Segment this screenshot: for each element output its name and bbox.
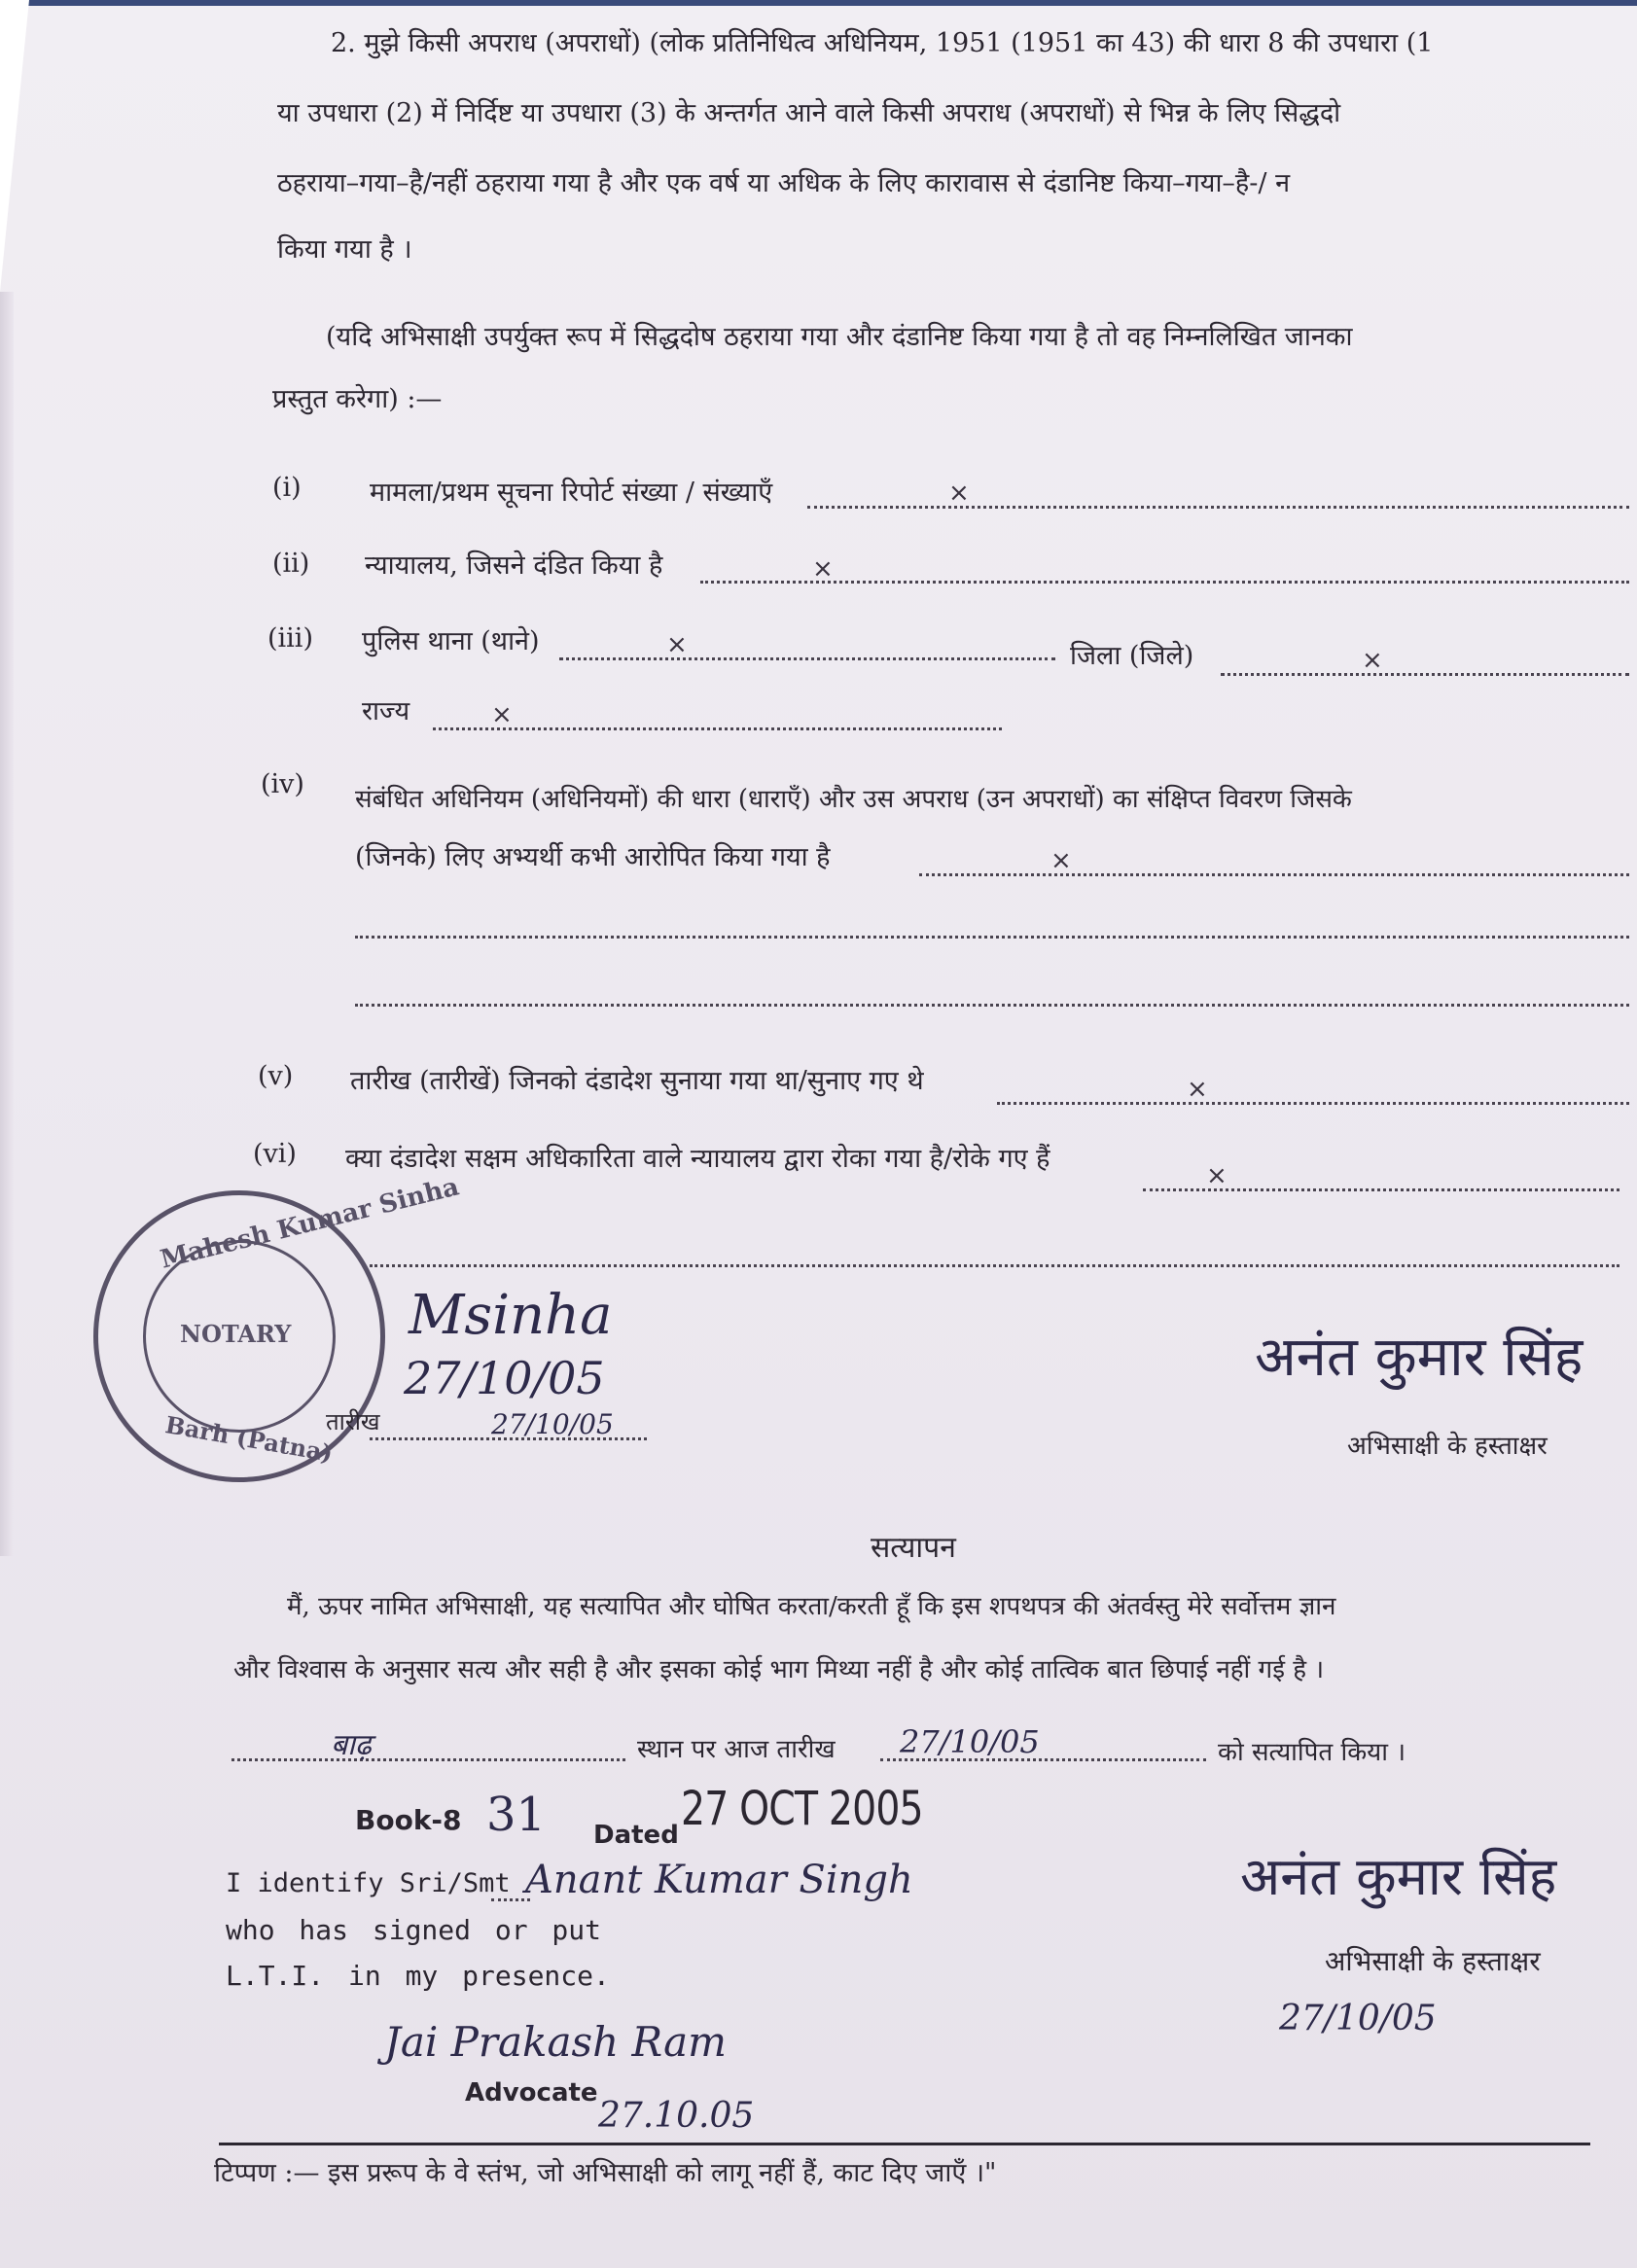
- verification-date-value: 27/10/05: [900, 1723, 1040, 1760]
- notary-date-label: तारीख: [326, 1408, 380, 1435]
- item-iii-state-line: [433, 727, 1002, 730]
- note-line2: प्रस्तुत करेगा) :—: [272, 384, 443, 414]
- notary-signature-date: 27/10/05: [404, 1352, 605, 1404]
- item-iv-line1: संबंधित अधिनियम (अधिनियमों) की धारा (धाराएँ) और उस अपराध (उन अपराधों) का संक्षिप्त विवरण जिसके: [355, 785, 1352, 814]
- item-iv-fill-line-3: [355, 1004, 1629, 1007]
- item-vi-label: क्या दंडादेश सक्षम अधिकारिता वाले न्यायालय द्वारा रोका गया है/रोके गए हैं: [345, 1144, 1050, 1174]
- item-iii-police-cross: ×: [666, 630, 688, 659]
- item-vi-cross: ×: [1206, 1161, 1228, 1190]
- verification-title: सत्यापन: [871, 1531, 956, 1565]
- item-iv-fill-line-1: [919, 873, 1629, 876]
- advocate-signature: Jai Prakash Ram: [384, 2018, 727, 2066]
- item-ii-fill-line: [700, 581, 1629, 584]
- item-iii-state-label: राज्य: [362, 696, 410, 726]
- item-vi-fill-line-2: [370, 1264, 1619, 1267]
- deponent-signature-2-date: 27/10/05: [1279, 1999, 1437, 2038]
- identify-name-line: [491, 1898, 530, 1901]
- deponent-signature-2: अनंत कुमार सिंह: [1240, 1846, 1557, 1907]
- notary-signature: Msinha: [409, 1284, 613, 1347]
- footnote-rule: [219, 2143, 1590, 2145]
- item-iii-number: (iii): [267, 623, 313, 654]
- verification-place-value: बाढ़: [331, 1728, 372, 1762]
- item-v-fill-line: [997, 1102, 1629, 1105]
- paper-left-edge: [0, 292, 14, 1556]
- verification-place-line: [231, 1758, 625, 1761]
- item-ii-number: (ii): [272, 549, 310, 579]
- para2-line3: ठहराया–गया–है/नहीं ठहराया गया है और एक वर्ष या अधिक के लिए कारावास से दंडानिष्ट किया–गया–है-/ न: [277, 168, 1291, 198]
- deponent-signature-1: अनंत कुमार सिंह: [1255, 1326, 1584, 1389]
- book-number: 31: [486, 1788, 547, 1842]
- item-i-fill-line: [807, 506, 1629, 509]
- folded-corner: [0, 0, 29, 292]
- item-v-cross: ×: [1187, 1075, 1208, 1104]
- para2-line4: किया गया है ।: [277, 234, 412, 265]
- book-label: Book-8: [355, 1804, 462, 1836]
- identify-line2: who has signed or put: [226, 1914, 602, 1946]
- deponent-signature-2-label: अभिसाक्षी के हस्ताक्षर: [1325, 1945, 1541, 1977]
- notary-stamp-name: Mahesh Kumar Sinha: [158, 1172, 462, 1275]
- item-iii-district-label: जिला (जिले): [1070, 641, 1194, 671]
- para2-line1: 2. मुझे किसी अपराध (अपराधों) (लोक प्रतिनिधित्व अधिनियम, 1951 (1951 का 43) की धारा 8 की उपधारा (1: [331, 28, 1434, 58]
- identify-label: I identify Sri/Smt: [226, 1868, 511, 1898]
- item-i-cross: ×: [948, 478, 970, 508]
- item-iv-line2: (जिनके) लिए अभ्यर्थी कभी आरोपित किया गया है: [355, 842, 831, 872]
- notary-stamp-center: NOTARY: [180, 1320, 292, 1348]
- item-iii-district-cross: ×: [1362, 646, 1383, 675]
- advocate-label: Advocate: [465, 2078, 598, 2108]
- dated-label: Dated: [593, 1821, 679, 1850]
- item-iii-police-line: [559, 657, 1055, 660]
- para2-line2: या उपधारा (2) में निर्दिष्ट या उपधारा (3) के अन्तर्गत आने वाले किसी अपराध (अपराधों) से भिन्न के लिए सिद्धदो: [277, 98, 1341, 128]
- verification-line1: मैं, ऊपर नामित अभिसाक्षी, यह सत्यापित और घोषित करता/करती हूँ कि इस शपथपत्र की अंतर्वस्तु मेरे सर्वोत्तम ज्ञान: [287, 1592, 1336, 1621]
- item-iv-fill-line-2: [355, 936, 1629, 939]
- item-iv-number: (iv): [261, 769, 304, 799]
- advocate-date: 27.10.05: [598, 2096, 755, 2136]
- item-iii-label: पुलिस थाना (थाने): [362, 626, 540, 656]
- verification-place-label: स्थान पर आज तारीख: [637, 1735, 836, 1764]
- verification-line2: और विश्वास के अनुसार सत्य और सही है और इसका कोई भाग मिथ्या नहीं है और कोई तात्विक बात छिपाई नहीं गई है ।: [233, 1655, 1325, 1684]
- item-i-label: मामला/प्रथम सूचना रिपोर्ट संख्या / संख्याएँ: [370, 478, 773, 508]
- item-i-number: (i): [272, 473, 302, 503]
- item-iii-state-cross: ×: [491, 700, 513, 729]
- item-v-number: (v): [258, 1061, 294, 1091]
- item-ii-label: न्यायालय, जिसने दंडित किया है: [365, 550, 663, 581]
- note-line1: (यदि अभिसाक्षी उपर्युक्त रूप में सिद्धदोष ठहराया गया और दंडानिष्ट किया गया है तो वह निम्नलिखित जानका: [326, 322, 1353, 352]
- scan-top-border: [0, 0, 1637, 6]
- deponent-signature-1-label: अभिसाक्षी के हस्ताक्षर: [1347, 1432, 1548, 1461]
- notary-date-value: 27/10/05: [491, 1408, 614, 1440]
- item-iii-district-line: [1221, 673, 1629, 676]
- notary-stamp: [93, 1172, 462, 1482]
- notary-stamp-place: Barh (Patna): [162, 1410, 336, 1468]
- item-iv-cross: ×: [1050, 846, 1072, 875]
- item-vi-number: (vi): [253, 1139, 297, 1169]
- footnote: टिप्पण :— इस प्ररूप के वे स्तंभ, जो अभिसाक्षी को लागू नहीं हैं, काट दिए जाएँ ।": [214, 2158, 997, 2188]
- verification-suffix: को सत्यापित किया ।: [1218, 1738, 1406, 1767]
- identify-line3: L.T.I. in my presence.: [226, 1960, 610, 1992]
- item-ii-cross: ×: [812, 554, 834, 584]
- book-date: 27 OCT 2005: [681, 1782, 923, 1836]
- item-v-label: तारीख (तारीखें) जिनको दंडादेश सुनाया गया था/सुनाए गए थे: [350, 1066, 924, 1096]
- identify-name: Anant Kumar Singh: [525, 1858, 913, 1902]
